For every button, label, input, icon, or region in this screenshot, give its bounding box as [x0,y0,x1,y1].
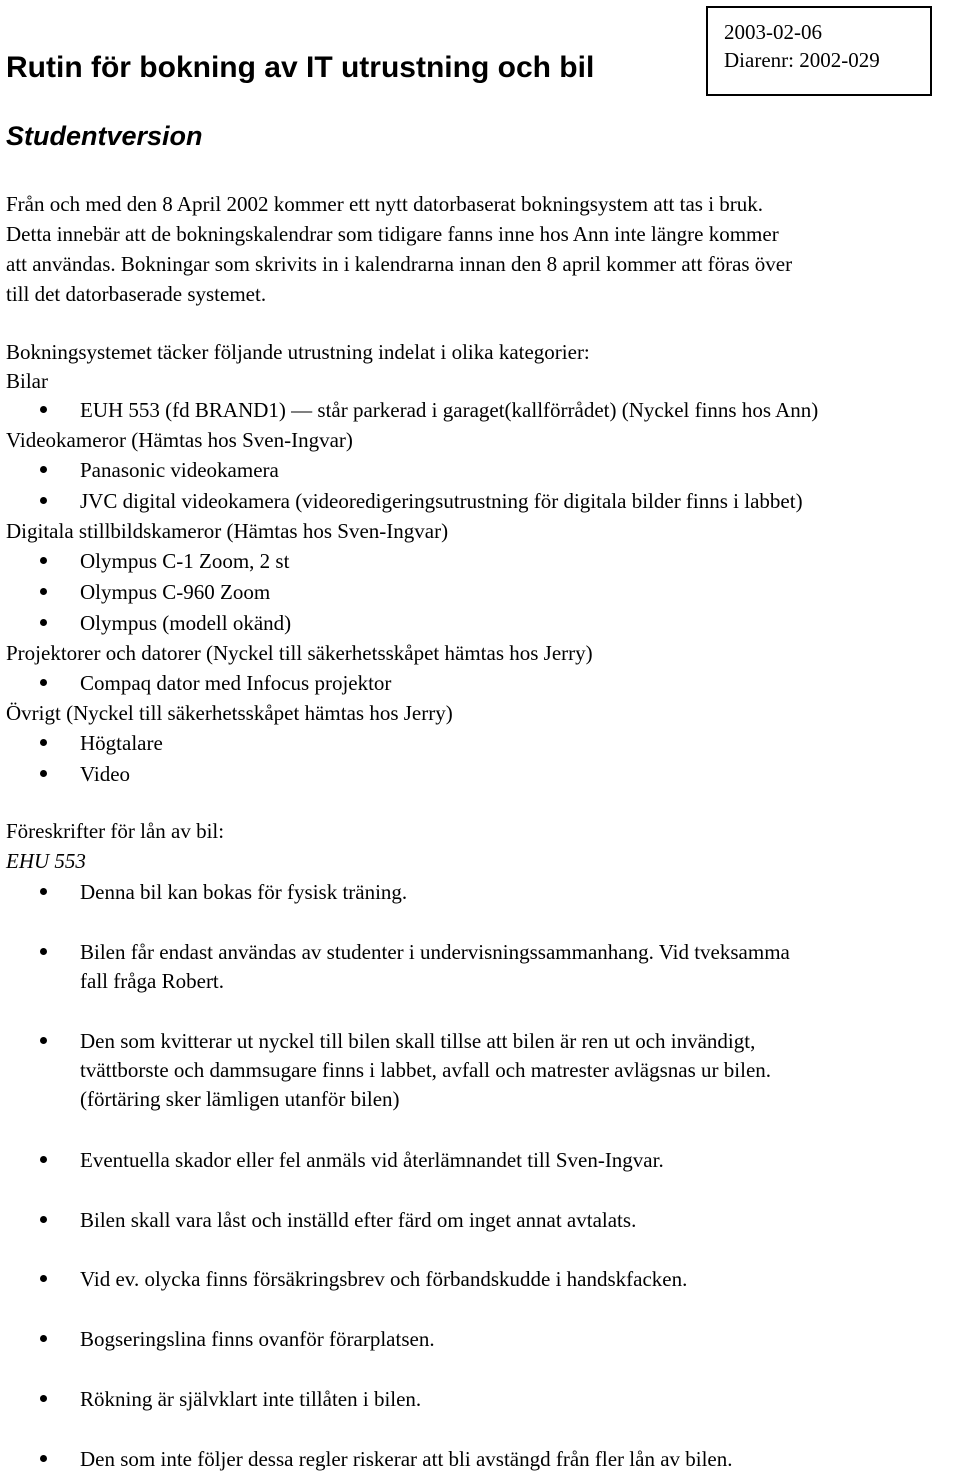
category-heading: Projektorer och datorer (Nyckel till säkerhetsskåpet hämtas hos Jerry) [6,641,593,665]
intro-line: Från och med den 8 April 2002 kommer ett nytt datorbaserat bokningsystem att tas i bruk. [6,192,764,216]
intro-line: Detta innebär att de bokningskalendrar som tidigare fanns inne hos Ann inte längre kommer [6,222,779,246]
category-heading: Videokameror (Hämtas hos Sven-Ingvar) [6,428,353,452]
document-diarienr: Diarenr: 2002-029 [724,48,880,72]
category-heading: Bilar [6,369,48,393]
rule-line: Eventuella skador eller fel anmäls vid återlämnandet till Sven-Ingvar. [80,1148,664,1172]
equipment-item: Video [80,762,131,786]
bullet-icon [40,1335,47,1342]
rule-line: Denna bil kan bokas för fysisk träning. [80,880,408,904]
equipment-item: JVC digital videokamera (videoredigeringsutrustning för digitala bilder finns i labbet) [80,489,803,513]
intro-line: att användas. Bokningar som skrivits in i kalendrarna innan den 8 april kommer att föras över [6,252,793,276]
bullet-icon [40,888,47,895]
rules-heading: Föreskrifter för lån av bil: [6,819,225,843]
bullet-icon [40,588,47,595]
rule-line: Bogseringslina finns ovanför förarplatsen. [80,1327,435,1351]
rule-line: Den som inte följer dessa regler riskerar att bli avstängd från fler lån av bilen. [80,1447,733,1471]
car-name: EHU 553 [6,849,86,873]
document-title: Rutin för bokning av IT utrustning och bil [6,51,595,84]
equipment-item: Panasonic videokamera [80,458,279,482]
bullet-icon [40,739,47,746]
equipment-item: EUH 553 (fd BRAND1) — står parkerad i garaget(kallförrådet) (Nyckel finns hos Ann) [80,398,819,422]
document-date: 2003-02-06 [724,20,822,44]
bullet-icon [40,466,47,473]
equipment-item: Olympus (modell okänd) [80,611,292,635]
bullet-icon [40,1156,47,1163]
rule-line: Rökning är självklart inte tillåten i bilen. [80,1387,422,1411]
rule-line: Vid ev. olycka finns försäkringsbrev och förbandskudde i handskfacken. [80,1267,688,1291]
date-box [706,6,932,96]
equipment-item: Olympus C-960 Zoom [80,580,271,604]
equipment-item: Olympus C-1 Zoom, 2 st [80,549,290,573]
category-heading: Digitala stillbildskameror (Hämtas hos Sven-Ingvar) [6,519,449,543]
rule-line: Bilen får endast användas av studenter i undervisningssammanhang. Vid tveksamma [80,940,790,964]
bullet-icon [40,406,47,413]
equipment-intro: Bokningsystemet täcker följande utrustning indelat i olika kategorier: [6,340,590,364]
bullet-icon [40,557,47,564]
bullet-icon [40,1395,47,1402]
bullet-icon [40,1037,47,1044]
rule-line: Bilen skall vara låst och inställd efter färd om inget annat avtalats. [80,1208,637,1232]
category-heading: Övrigt (Nyckel till säkerhetsskåpet hämtas hos Jerry) [6,701,453,725]
bullet-icon [40,1216,47,1223]
bullet-icon [40,497,47,504]
bullet-icon [40,948,47,955]
equipment-item: Compaq dator med Infocus projektor [80,671,392,695]
bullet-icon [40,770,47,777]
rule-line: Den som kvitterar ut nyckel till bilen skall tillse att bilen är ren ut och invändigt, [80,1029,756,1053]
bullet-icon [40,679,47,686]
bullet-icon [40,619,47,626]
document-subtitle: Studentversion [6,121,203,151]
bullet-icon [40,1455,47,1462]
intro-line: till det datorbaserade systemet. [6,282,267,306]
rule-line: (förtäring sker lämligen utanför bilen) [80,1087,400,1111]
equipment-item: Högtalare [80,731,163,755]
rule-line: tvättborste och dammsugare finns i labbet, avfall och matrester avlägsnas ur bilen. [80,1058,772,1082]
rule-line: fall fråga Robert. [80,969,225,993]
bullet-icon [40,1275,47,1282]
